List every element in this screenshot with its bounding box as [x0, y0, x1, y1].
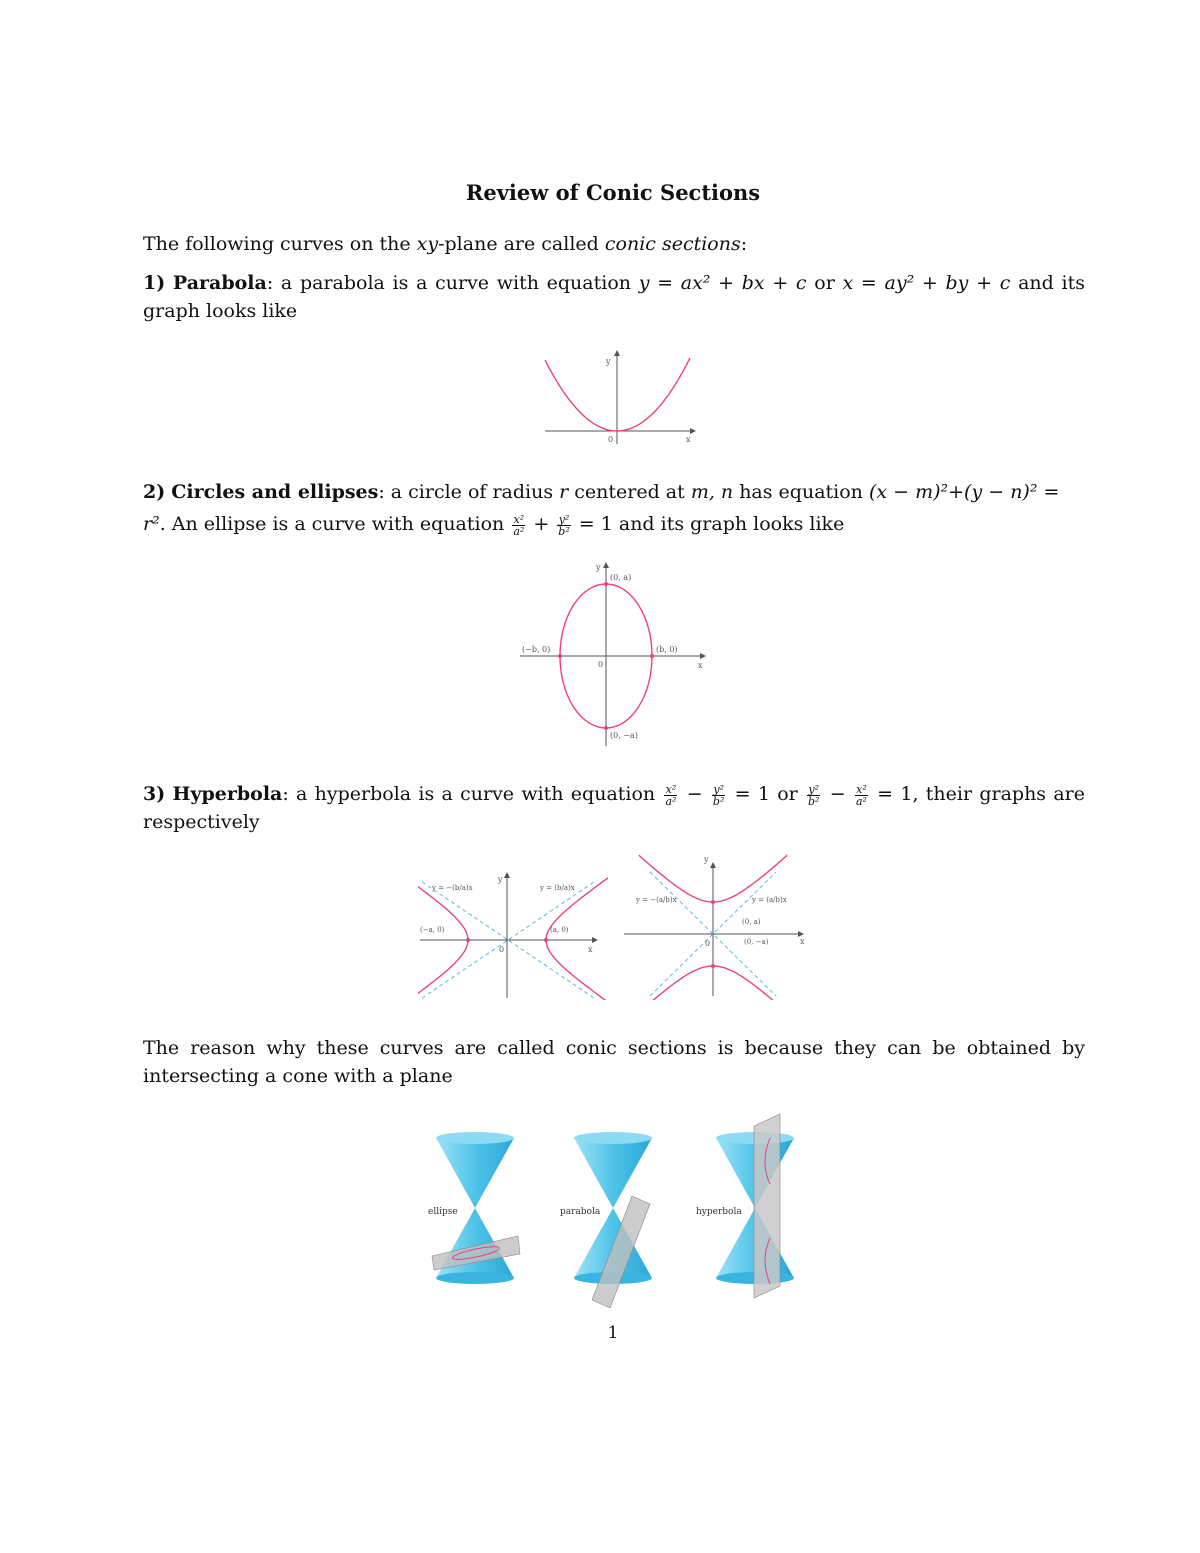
intro-text-mid: -plane are called: [438, 233, 605, 255]
hyperbola-horizontal-graph: [418, 868, 608, 1000]
vertex-bottom: [711, 964, 715, 968]
intro-paragraph: [143, 230, 1085, 258]
section-text: centered at: [568, 481, 691, 503]
y-axis-arrow: [614, 350, 620, 356]
section-ellipse-text: [143, 478, 1085, 506]
y-axis-label: y: [596, 563, 601, 572]
equals-one: = 1: [572, 513, 613, 535]
asymptote-right-label: y = (b/a)x: [540, 884, 575, 892]
vertex-top: [604, 582, 608, 586]
asymptote-left-label: y = −(b/a)x: [432, 884, 473, 892]
x-axis-label: x: [698, 661, 703, 670]
fraction: $\frac{\text{y²}}{\text{b²}}$: [808, 782, 820, 808]
section-text: : a circle of radius: [378, 481, 560, 503]
y-axis-arrow: [504, 872, 510, 878]
vertex-right: [650, 654, 654, 658]
hyperbola-vertical-graph: [620, 852, 812, 1000]
fraction-y2-b2: $\frac{\text{y²}}{\text{b²}}$: [558, 512, 570, 538]
x-axis-arrow: [592, 937, 598, 943]
section-number: 1): [143, 272, 166, 294]
bottom-vertex-label: (0, −a): [610, 731, 638, 740]
cone-hyperbola: [696, 1114, 794, 1298]
vertex-right: [544, 938, 548, 942]
page-number: 1: [607, 1323, 619, 1343]
asymptote-right-label: y = (a/b)x: [752, 896, 787, 904]
center-symbol: m, n: [690, 481, 734, 503]
bottom-rim: [436, 1272, 514, 1284]
section-heading: Parabola: [172, 272, 267, 294]
section-heading: Hyperbola: [172, 783, 283, 805]
circle-equation: (x − m)²+(y − n)² =: [868, 481, 1060, 503]
ellipse-graph: [510, 558, 720, 748]
vertex-left: [466, 938, 470, 942]
y-axis-arrow: [710, 862, 716, 868]
minus-sign: −: [679, 783, 710, 805]
y-axis-label: y: [704, 855, 709, 864]
top-rim: [574, 1132, 652, 1144]
or-text: or: [769, 783, 805, 805]
minus-sign: −: [822, 783, 853, 805]
x-axis-label: x: [800, 937, 805, 946]
cutting-plane: [754, 1114, 780, 1298]
section-ellipse-text-2: [143, 510, 1085, 538]
fraction-x2-a2: $\frac{\text{x²}}{\text{a²}}$: [513, 512, 525, 538]
cone-parabola: [560, 1132, 652, 1308]
upper-nappe: [436, 1138, 514, 1208]
equals-one: = 1: [727, 783, 770, 805]
section-number: 2): [143, 481, 166, 503]
top-vertex-label: (0, a): [610, 573, 632, 582]
equals-one: = 1: [869, 783, 913, 805]
x-axis-arrow: [690, 428, 696, 434]
or-text: or: [806, 272, 843, 294]
bottom-vertex-label: (0, −a): [744, 938, 769, 946]
page-title: Review of Conic Sections: [465, 180, 761, 205]
cones-figure: [420, 1108, 800, 1318]
radius-symbol: r: [559, 481, 569, 503]
left-vertex-label: (−b, 0): [522, 645, 551, 654]
section-text-end: , their graphs are respectively: [143, 783, 1085, 833]
right-vertex-label: (b, 0): [656, 645, 678, 654]
origin-label: 0: [705, 939, 711, 948]
section-text: . An ellipse is a curve with equation: [159, 513, 511, 535]
upper-nappe: [574, 1138, 652, 1208]
section-parabola-text: [143, 269, 1085, 325]
origin-label: 0: [608, 435, 614, 444]
parabola-graph: [540, 348, 700, 448]
section-text: : a hyperbola is a curve with equation: [282, 783, 663, 805]
origin-label: 0: [598, 660, 604, 669]
top-rim: [436, 1132, 514, 1144]
asymptote-left-label: y = −(a/b)x: [636, 896, 677, 904]
fraction: $\frac{\text{y²}}{\text{b²}}$: [712, 782, 725, 808]
cone-label: ellipse: [428, 1207, 458, 1217]
x-axis-label: x: [686, 435, 691, 444]
closing-paragraph: The reason why these curves are called conic sections is because they can be obtained by intersecting a cone with a plane: [143, 1037, 1085, 1087]
parabola-equation-1: y = ax² + bx + c: [638, 272, 807, 294]
intro-text-end: :: [740, 233, 748, 255]
section-text: has equation: [733, 481, 869, 503]
x-axis-label: x: [588, 945, 593, 954]
section-text-end: and its graph looks like: [612, 513, 845, 535]
circle-equation-end: r²: [143, 513, 160, 535]
y-axis-label: y: [606, 357, 611, 366]
vertex-top: [711, 900, 715, 904]
vertex-left: [558, 654, 562, 658]
parabola-equation-2: x = ay² + by + c: [842, 272, 1011, 294]
origin-label: 0: [499, 945, 505, 954]
fraction: $\frac{\text{x²}}{\text{a²}}$: [855, 782, 867, 808]
cone-label: hyperbola: [696, 1207, 742, 1217]
section-text: : a parabola is a curve with equation: [266, 272, 639, 294]
section-hyperbola-text: [143, 780, 1085, 836]
y-axis-arrow: [603, 562, 609, 568]
fraction: $\frac{\text{x²}}{\text{a²}}$: [665, 782, 677, 808]
xy-symbol: xy: [416, 233, 439, 255]
cone-ellipse: [428, 1132, 520, 1284]
intro-text: The following curves on the: [143, 233, 417, 255]
plus-sign: +: [527, 513, 556, 535]
section-heading: Circles and ellipses: [171, 481, 379, 503]
x-axis-arrow: [700, 653, 706, 659]
right-vertex-label: (a, 0): [550, 926, 569, 934]
y-axis-label: y: [498, 875, 503, 884]
section-number: 3): [143, 783, 166, 805]
section-text-end: and its graph looks like: [143, 272, 1085, 322]
vertex-bottom: [604, 726, 608, 730]
cone-label: parabola: [560, 1207, 601, 1217]
top-vertex-label: (0, a): [742, 918, 761, 926]
left-vertex-label: (−a, 0): [420, 926, 445, 934]
intro-italic-term: conic sections: [604, 233, 741, 255]
